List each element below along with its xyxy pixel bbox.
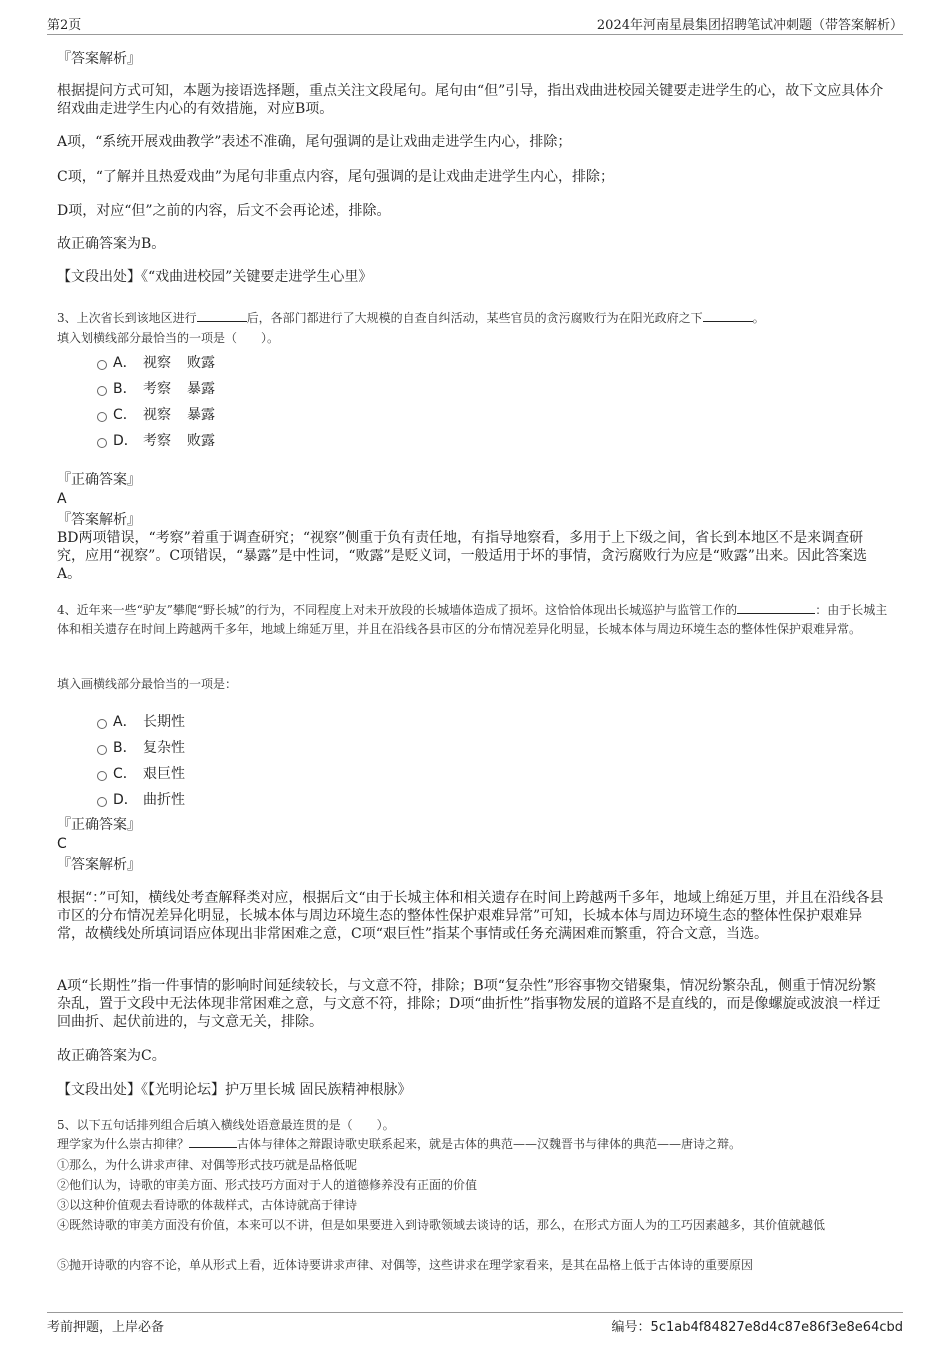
q2-analysis-p5: 故正确答案为B。: [57, 236, 166, 252]
q3-option-a[interactable]: A． 视察 败露: [97, 352, 231, 372]
q3-prompt: 填入划横线部分最恰当的一项是（ ）。: [57, 331, 280, 345]
q4-analysis-p2: A项“长期性”指一件事情的影响时间延续较长，与文意不符，排除；B项“复杂性”形容事物交错聚集，情况纷繁杂乱，侧重于情况纷繁杂乱，置于文段中无法体现非常困难之意，与文意不符，排除；D项“曲折性”指事物发展的道路不是直线的，而是像螺旋或波浪一样迂回曲折、起伏前进的，与文意无关，排除。: [57, 978, 881, 1030]
q3-option-d[interactable]: D． 考察 败露: [97, 430, 231, 450]
q3-stem: 3、上次省长到该地区进行 后，各部门都进行了大规模的自查自纠活动，某些官员的贪污腐败行为在阳光政府之下 。: [57, 311, 765, 325]
q3-answer-label: 『正确答案』: [57, 472, 141, 488]
q4-option-b[interactable]: B． 复杂性: [97, 737, 201, 757]
q4-option-d[interactable]: D． 曲折性: [97, 789, 201, 809]
q4-stem: 4、近年来一些“驴友”攀爬“野长城”的行为，不同程度上对未开放段的长城墙体造成了损坏。这恰恰体现出长城巡护与监管工作的 ：由于长城主体和相关遗存在时间上跨越两千多年，地域上绵延万里，并且在沿线各县市区的分布情况差异化明显，长城本体与周边环境生态的整体性保护艰难异常。: [57, 603, 888, 636]
q4-option-a[interactable]: A． 长期性: [97, 711, 201, 731]
q2-analysis-p2: A项，“系统开展戏曲教学”表述不准确，尾句强调的是让戏曲走进学生内心，排除；: [57, 134, 572, 150]
page-header: [47, 14, 903, 35]
q4-analysis-label: 『答案解析』: [57, 857, 141, 873]
q2-analysis-p4: D项，对应“但”之前的内容，后文不会再论述，排除。: [57, 203, 391, 219]
q5-sentence-2: ②他们认为，诗歌的审美方面、形式技巧方面对于人的道德修养没有正面的价值: [57, 1178, 478, 1192]
q2-analysis-label: 『答案解析』: [57, 51, 141, 67]
radio-icon[interactable]: [97, 745, 107, 755]
q5-sentence-1: ①那么，为什么讲求声律、对偶等形式技巧就是品格低呢: [57, 1158, 358, 1172]
q5-sentence-5: ⑤抛开诗歌的内容不论，单从形式上看，近体诗要讲求声律、对偶等，这些讲求在理学家看来，是其在品格上低于古体诗的重要原因: [57, 1258, 754, 1272]
q4-source: 【文段出处】《【光明论坛】护万里长城 固民族精神根脉》: [57, 1082, 412, 1098]
q4-answer-label: 『正确答案』: [57, 817, 141, 833]
footer-slogan: 考前押题，上岸必备: [47, 1320, 165, 1335]
q5-stem: 5、以下五句话排列组合后填入横线处语意最连贯的是（ ）。: [57, 1118, 395, 1132]
q3-analysis-label: 『答案解析』: [57, 512, 141, 528]
q4-analysis-p3: 故正确答案为C。: [57, 1048, 166, 1064]
q4-analysis-p1: 根据“：”可知，横线处考查解释类对应，根据后文“由于长城主体和相关遗存在时间上跨越两千多年，地域上绵延万里，并且在沿线各县市区的分布情况差异化明显，长城本体与周边环境生态的整体性保护艰难异常”可知，长城本体与周边环境生态的整体性保护艰难异常，故横线处所填词语应体现出非常困难之意，C项“艰巨性”指某个事情或任务充满困难而繁重，符合文意，当选。: [57, 890, 884, 942]
radio-icon[interactable]: [97, 386, 107, 396]
radio-icon[interactable]: [97, 719, 107, 729]
document-title: 2024年河南星晨集团招聘笔试冲刺题（带答案解析）: [596, 18, 903, 33]
document-code: 编号：5c1ab4f84827e8d4c87e86f3e8e64cbd: [611, 1320, 903, 1335]
q5-sentence-4: ④既然诗歌的审美方面没有价值，本来可以不讲，但是如果要进入到诗歌领域去谈诗的话，那么，在形式方面人为的工巧因素越多，其价值就越低: [57, 1218, 826, 1232]
q2-analysis-p1: 根据提问方式可知，本题为接语选择题，重点关注文段尾句。尾句由“但”引导，指出戏曲进校园关键要走进学生的心，故下文应具体介绍戏曲走进学生内心的有效措施，对应B项。: [57, 83, 884, 117]
q3-analysis: BD两项错误，“考察”着重于调查研究；“视察”侧重于负有责任地，有指导地察看，多用于上下级之间，省长到本地区不是来调查研究，应用“视察”。C项错误，“暴露”是中性词，“败露”是贬义词，一般适用于坏的事情，贪污腐败行为应是“败露”出来。因此答案选A。: [57, 530, 867, 582]
q3-answer: A: [57, 491, 67, 507]
q4-prompt: 填入画横线部分最恰当的一项是：: [57, 677, 238, 691]
q5-passage: 理学家为什么崇古抑律？ 古体与律体之辩跟诗歌史联系起来，就是古体的典范——汉魏晋书与律体的典范——唐诗之辩。: [57, 1137, 742, 1151]
radio-icon[interactable]: [97, 797, 107, 807]
q4-option-c[interactable]: C． 艰巨性: [97, 763, 201, 783]
page-number: 第2页: [47, 18, 82, 33]
q2-source: 【文段出处】《“戏曲进校园”关键要走进学生心里》: [57, 269, 373, 285]
radio-icon[interactable]: [97, 771, 107, 781]
q3-option-b[interactable]: B． 考察 暴露: [97, 378, 231, 398]
radio-icon[interactable]: [97, 438, 107, 448]
radio-icon[interactable]: [97, 412, 107, 422]
q4-answer: C: [57, 836, 67, 852]
q3-option-c[interactable]: C． 视察 暴露: [97, 404, 231, 424]
radio-icon[interactable]: [97, 360, 107, 370]
q2-analysis-p3: C项，“了解并且热爱戏曲”为尾句非重点内容，尾句强调的是让戏曲走进学生内心，排除；: [57, 169, 615, 185]
q5-sentence-3: ③以这种价值观去看诗歌的体裁样式，古体诗就高于律诗: [57, 1198, 358, 1212]
page-footer: [47, 1312, 903, 1335]
